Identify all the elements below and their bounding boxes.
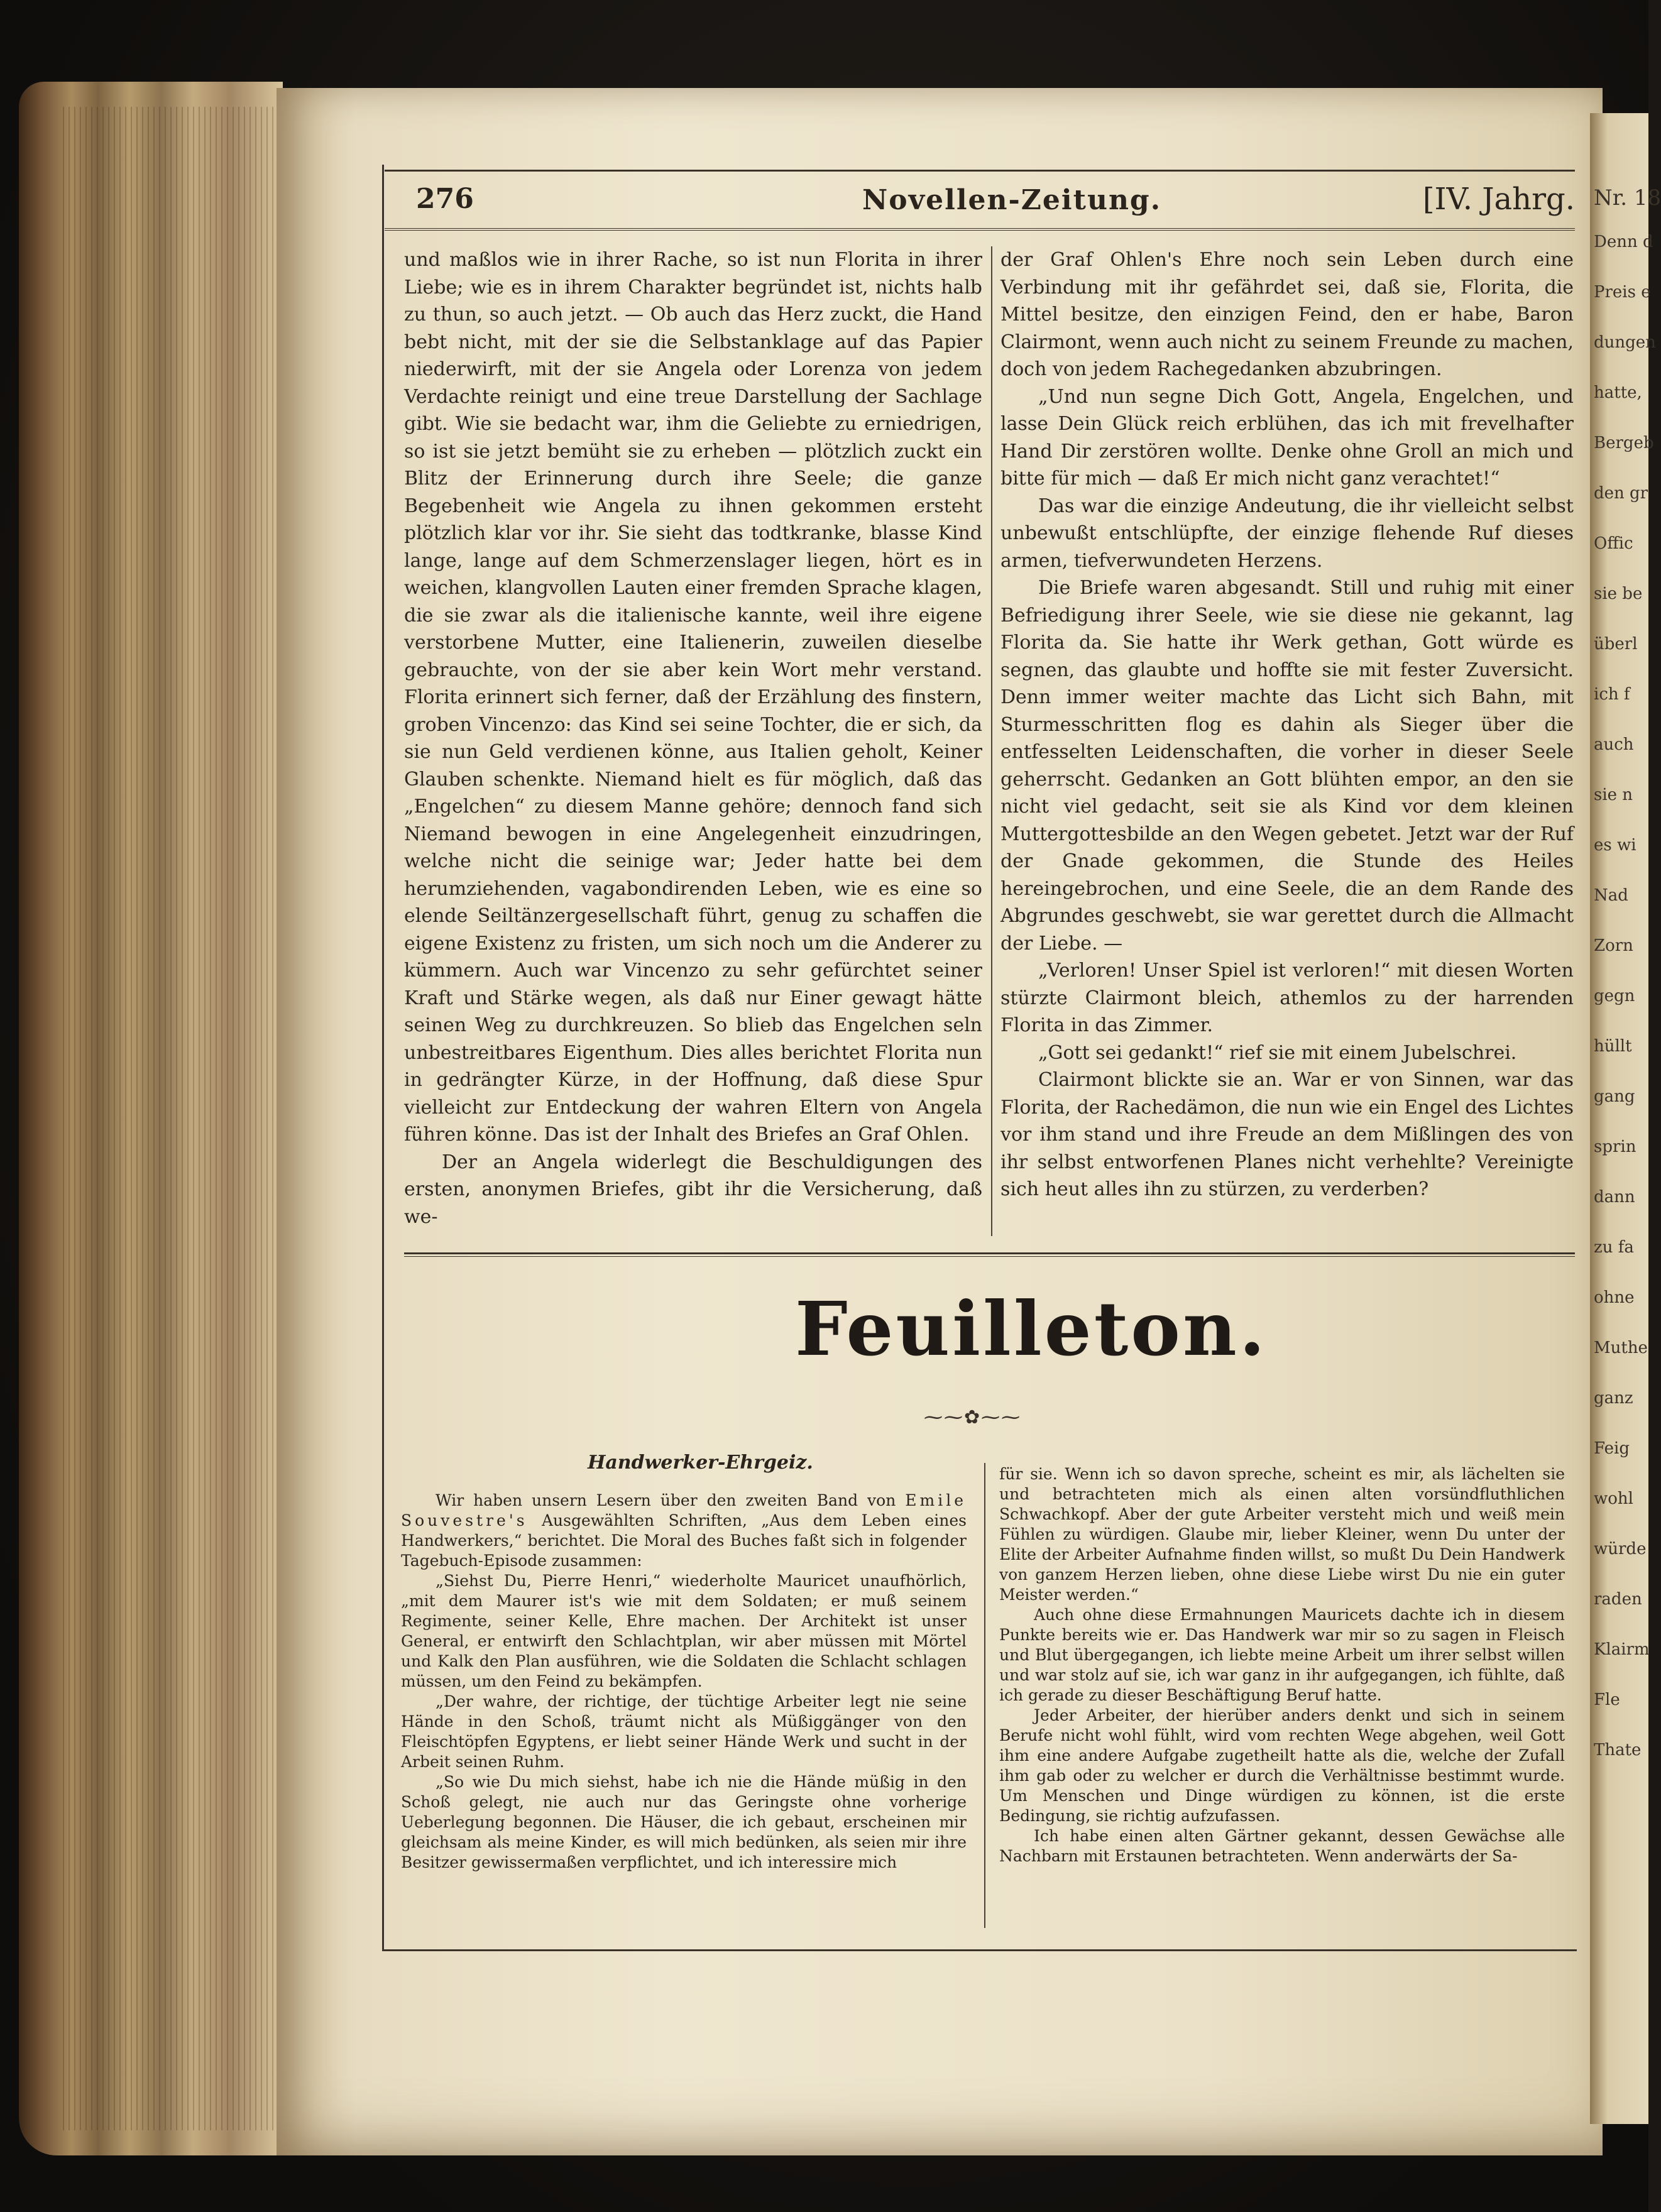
right-page-fragment-text: wohl xyxy=(1594,1489,1633,1508)
paragraph: „Und nun segne Dich Gott, Angela, Engelchen, und lasse Dein Glück reich erblühen, das ich mit frevelhafter Hand Dir zerstören wollte. Denke ohne Groll an mich und bitte für mich — daß Er mich nicht ganz verachtet!“ xyxy=(1000,385,1574,490)
right-page-fragment-text: dann xyxy=(1594,1188,1635,1207)
feuilleton-right-column xyxy=(999,1464,1565,1866)
right-page-fragment-text: Feig xyxy=(1594,1439,1630,1458)
right-page-fragment-text: ganz xyxy=(1594,1389,1633,1408)
feuilleton-column-divider xyxy=(984,1463,985,1928)
right-page-fragment-text: raden xyxy=(1594,1590,1642,1609)
paragraph: Der an Angela widerlegt die Beschuldigungen des ersten, anonymen Briefes, gibt ihr die Versicherung, daß we- xyxy=(404,1151,982,1228)
feuilleton-left-column xyxy=(401,1491,967,1873)
right-page-fragment-text: überl xyxy=(1594,635,1638,654)
right-column xyxy=(1000,246,1574,1203)
paragraph: Die Briefe waren abgesandt. Still und ruhig mit einer Befriedigung ihrer Seele, wie sie diese nie gekannt, lag Florita da. Sie hatte ihr Werk gethan, Gott würde es segnen, das glaubte und hoffte sie mit fester Zuversicht. Denn immer weiter machte das Licht sich Bahn, mit Sturmesschritten flog es dahin als Sieger über die entfesselten Leidenschaften, die vorher in dieser Seele geherrscht. Gedanken an Gott blühten empor, an den sie nicht viel gedacht, seit sie als Kind vor dem kleinen Muttergottesbilde an den Wegen gebetet. Jetzt war der Ruf der Gnade gekommen, die Stunde des Heiles hereingebrochen, und eine Seele, die an dem Rande des Abgrundes geschwebt, sie war gerettet durch die Allmacht der Liebe. — xyxy=(1000,577,1574,955)
section-rule xyxy=(404,1252,1575,1254)
paragraph: für sie. Wenn ich so davon spreche, scheint es mir, als lächelten sie und betrachteten mich als einen alten vorsündfluthlichen Schwachkopf. Aber der gute Arbeiter versteht mich und weiß mein Fühlen zu würdigen. Glaube mir, lieber Kleiner, wenn Du unter der Elite der Arbeiter Aufnahme finden willst, so mußt Du Dein Handwerk von ganzem Herzen lieben, ohne diese Liebe wirst Du nie ein guter Meister werden.“ xyxy=(999,1465,1565,1604)
volume-year: [IV. Jahrg. xyxy=(1422,182,1575,217)
paragraph: Jeder Arbeiter, der hierüber anders denkt und sich in seinem Berufe nicht wohl fühlt, wird vom rechten Wege abgehen, weil Gott ihm eine andere Aufgabe zugetheilt hatte als die, welche der Zufall ihm gab oder zu welcher er durch die Verhältnisse bestimmt wurde. Um Menschen und Dinge würdigen zu können, ist die erste Bedingung, sie richtig aufzufassen. xyxy=(999,1706,1565,1825)
column-divider xyxy=(991,246,992,1236)
right-page-fragment-text: Thate xyxy=(1594,1741,1642,1760)
right-page-fragment-text: Klairm xyxy=(1594,1640,1650,1659)
left-column xyxy=(404,246,982,1230)
paragraph: „Verloren! Unser Spiel ist verloren!“ mit diesen Worten stürzte Clairmont bleich, athemlos zu der harrenden Florita in das Zimmer. xyxy=(1000,960,1574,1036)
article-title: Handwerker-Ehrgeiz. xyxy=(588,1452,813,1474)
paragraph: „Der wahre, der richtige, der tüchtige Arbeiter legt nie seine Hände in den Schoß, träumt nicht als Müßiggänger von den Fleischtöpfen Egyptens, er liebt seiner Hände Werk und sucht in der Arbeit seinen Ruhm. xyxy=(401,1692,967,1771)
right-page-fragment-text: sie be xyxy=(1594,584,1643,603)
right-page-fragment-text: Muthe xyxy=(1594,1339,1648,1357)
right-page-fragment-text: Offic xyxy=(1594,534,1633,553)
right-page-fragment xyxy=(1590,113,1661,2124)
right-page-fragment-text: gang xyxy=(1594,1087,1635,1106)
right-page-fragment-text: Nr. 18 xyxy=(1594,185,1661,211)
paragraph: Auch ohne diese Ermahnungen Mauricets dachte ich in diesem Punkte bereits wie er. Das Handwerk war mir so zu sagen in Fleisch und Blut übergegangen, ich liebte meine Arbeit um ihrer selbst willen und war stolz auf sie, ich war ganz in ihr aufgegangen, ich fühlte, daß ich gerade zu dieser Beschäftigung Beruf hatte. xyxy=(999,1606,1565,1704)
right-page-fragment-text: Preis e xyxy=(1594,283,1651,302)
paragraph: und maßlos wie in ihrer Rache, so ist nun Florita in ihrer Liebe; wie es in ihrem Charakter begründet ist, nichts halb zu thun, so auch jetzt. — Ob auch das Herz zuckt, die Hand bebt nicht, mit der sie die Selbstanklage auf das Papier niederwirft, mit der sie Angela oder Lorenza von jedem Verdachte reinigt und eine treue Darstellung der Sachlage gibt. Wie sie bedacht war, ihm die Geliebte zu erniedrigen, so ist sie jetzt bemüht sie zu erheben — plötzlich zuckt ein Blitz der Erinnerung durch ihre Seele; die ganze Begebenheit wie Angela zu ihnen gekommen ersteht plötzlich klar vor ihr. Sie sieht das todtkranke, blasse Kind lange, lange auf dem Schmerzenslager liegen, hört es in weichen, klangvollen Lauten einer fremden Sprache klagen, die sie zwar als die italienische kannte, weil ihre eigene verstorbene Mutter, eine Italienerin, zuweilen dieselbe gebrauchte, von der sie aber kein Wort mehr verstand. Florita erinnert sich ferner, daß der Erzählung des finstern, groben Vincenzo: das Kind sei seine Tochter, die er sich, da sie nun Geld verdienen könne, aus Italien geholt, Keiner Glauben schenkte. Niemand hielt es für möglich, daß das „Engelchen“ zu diesem Manne gehöre; dennoch fand sich Niemand bewogen in eine Angelegenheit einzudringen, welche nicht die seinige war; Jeder hatte bei dem herumziehenden, vagabondirenden Leben, wie es eine so elende Seiltänzergesellschaft führt, genug zu schaffen die eigene Existenz zu fristen, um sich noch um die Anderer zu kümmern. Auch war Vincenzo zu sehr gefürchtet seiner Kraft und Stärke wegen, als daß nur Einer gewagt hätte seinen Weg zu durchkreuzen. So blieb das Engelchen seln unbestreitbares Eigenthum. Dies alles berichtet Florita nun in gedrängter Kürze, in der Hoffnung, daß diese Spur vielleicht zur Entdeckung der wahren Eltern von Angela führen könne. Das ist der Inhalt des Briefes an Graf Ohlen. xyxy=(404,249,982,1146)
intro-paragraph xyxy=(401,1491,967,1571)
right-page-fragment-text: würde xyxy=(1594,1540,1647,1558)
page-header xyxy=(385,170,1575,231)
right-page-fragment-text: zu fa xyxy=(1594,1238,1634,1257)
page-stack-lines xyxy=(63,107,277,2130)
right-page-fragment-text: dungen xyxy=(1594,333,1656,352)
page-title: Novellen-Zeitung. xyxy=(862,184,1162,216)
right-page-fragment-text: Denn d xyxy=(1594,233,1653,251)
section-rule-thin xyxy=(404,1256,1575,1257)
author-name: Emile Souvestre's xyxy=(401,1491,967,1530)
ornament-divider: ⁓⁓✿⁓⁓ xyxy=(924,1406,1022,1428)
page-number: 276 xyxy=(416,183,474,215)
right-page-fragment-text: hatte, xyxy=(1594,383,1642,402)
right-page-fragment-text: Nad xyxy=(1594,886,1628,905)
right-page-fragment-text: ich f xyxy=(1594,685,1630,704)
right-page-fragment-text: gegn xyxy=(1594,987,1635,1005)
paragraph: Das war die einzige Andeutung, die ihr vielleicht selbst unbewußt entschlüpfte, der einzige flehende Ruf dieses armen, tiefverwundeten Herzens. xyxy=(1000,495,1574,572)
right-page-fragment-text: hüllt xyxy=(1594,1037,1632,1056)
right-page-fragment-text: auch xyxy=(1594,735,1634,754)
right-page-fragment-text: Bergeb xyxy=(1594,434,1654,452)
right-page-fragment-text: Fle xyxy=(1594,1690,1620,1709)
intro-text-a: Wir haben unsern Lesern über den zweiten Band von xyxy=(436,1491,896,1509)
paragraph: der Graf Ohlen's Ehre noch sein Leben durch eine Verbindung mit ihr gefährdet sei, daß sie, Florita, die Mittel besitze, den einzigen Feind, den er habe, Baron Clairmont, wenn auch nicht zu seinem Freunde zu machen, doch von jedem Rachegedanken abzubringen. xyxy=(1000,249,1574,380)
right-page-fragment-text: sie n xyxy=(1594,786,1633,804)
feuilleton-heading: Feuilleton. xyxy=(795,1285,1268,1372)
right-page-fragment-text: es wi xyxy=(1594,836,1636,855)
right-page-fragment-text: Zorn xyxy=(1594,936,1633,955)
paragraph: Ich habe einen alten Gärtner gekannt, dessen Gewächse alle Nachbarn mit Erstaunen betrachteten. Wenn anderwärts der Sa- xyxy=(999,1827,1565,1865)
intro-text-b: Ausgewählten Schriften, „Aus dem Leben eines Handwerkers,“ berichtet. Die Moral des Buches faßt sich in folgender Tagebuch-Episode zusammen: xyxy=(401,1511,967,1570)
paragraph: Clairmont blickte sie an. War er von Sinnen, war das Florita, der Rachedämon, die nun wie ein Engel des Lichtes vor ihm stand und ihre Freude an dem Mißlingen des von ihr selbst entworfenen Planes nicht verhehlte? Vereinigte sich heut alles ihn zu stürzen, zu verderben? xyxy=(1000,1069,1574,1200)
paragraph: „Siehst Du, Pierre Henri,“ wiederholte Mauricet unaufhörlich, „mit dem Maurer ist's wie mit dem Soldaten; er muß seinem Regimente, seiner Kelle, Ehre machen. Der Architekt ist unser General, er entwirft den Schlachtplan, wir aber müssen mit Mörtel und Kalk den Plan ausführen, wie die Soldaten die Schlacht schlagen müssen, um den Feind zu bekämpfen. xyxy=(401,1572,967,1690)
paragraph: „So wie Du mich siehst, habe ich nie die Hände müßig in den Schoß gelegt, nie auch nur das Geringste ohne vorherige Ueberlegung begonnen. Die Häuser, die ich gebaut, erscheinen mir gleichsam als meine Kinder, es will mich bedünken, als seien mir ihre Besitzer gewissermaßen verpflichtet, und ich interessire mich xyxy=(401,1773,967,1871)
paragraph: „Gott sei gedankt!“ rief sie mit einem Jubelschrei. xyxy=(1038,1041,1517,1064)
right-page-fragment-text: den gr xyxy=(1594,484,1648,503)
right-page-fragment-text: ohne xyxy=(1594,1288,1635,1307)
right-page-fragment-text: sprin xyxy=(1594,1137,1636,1156)
